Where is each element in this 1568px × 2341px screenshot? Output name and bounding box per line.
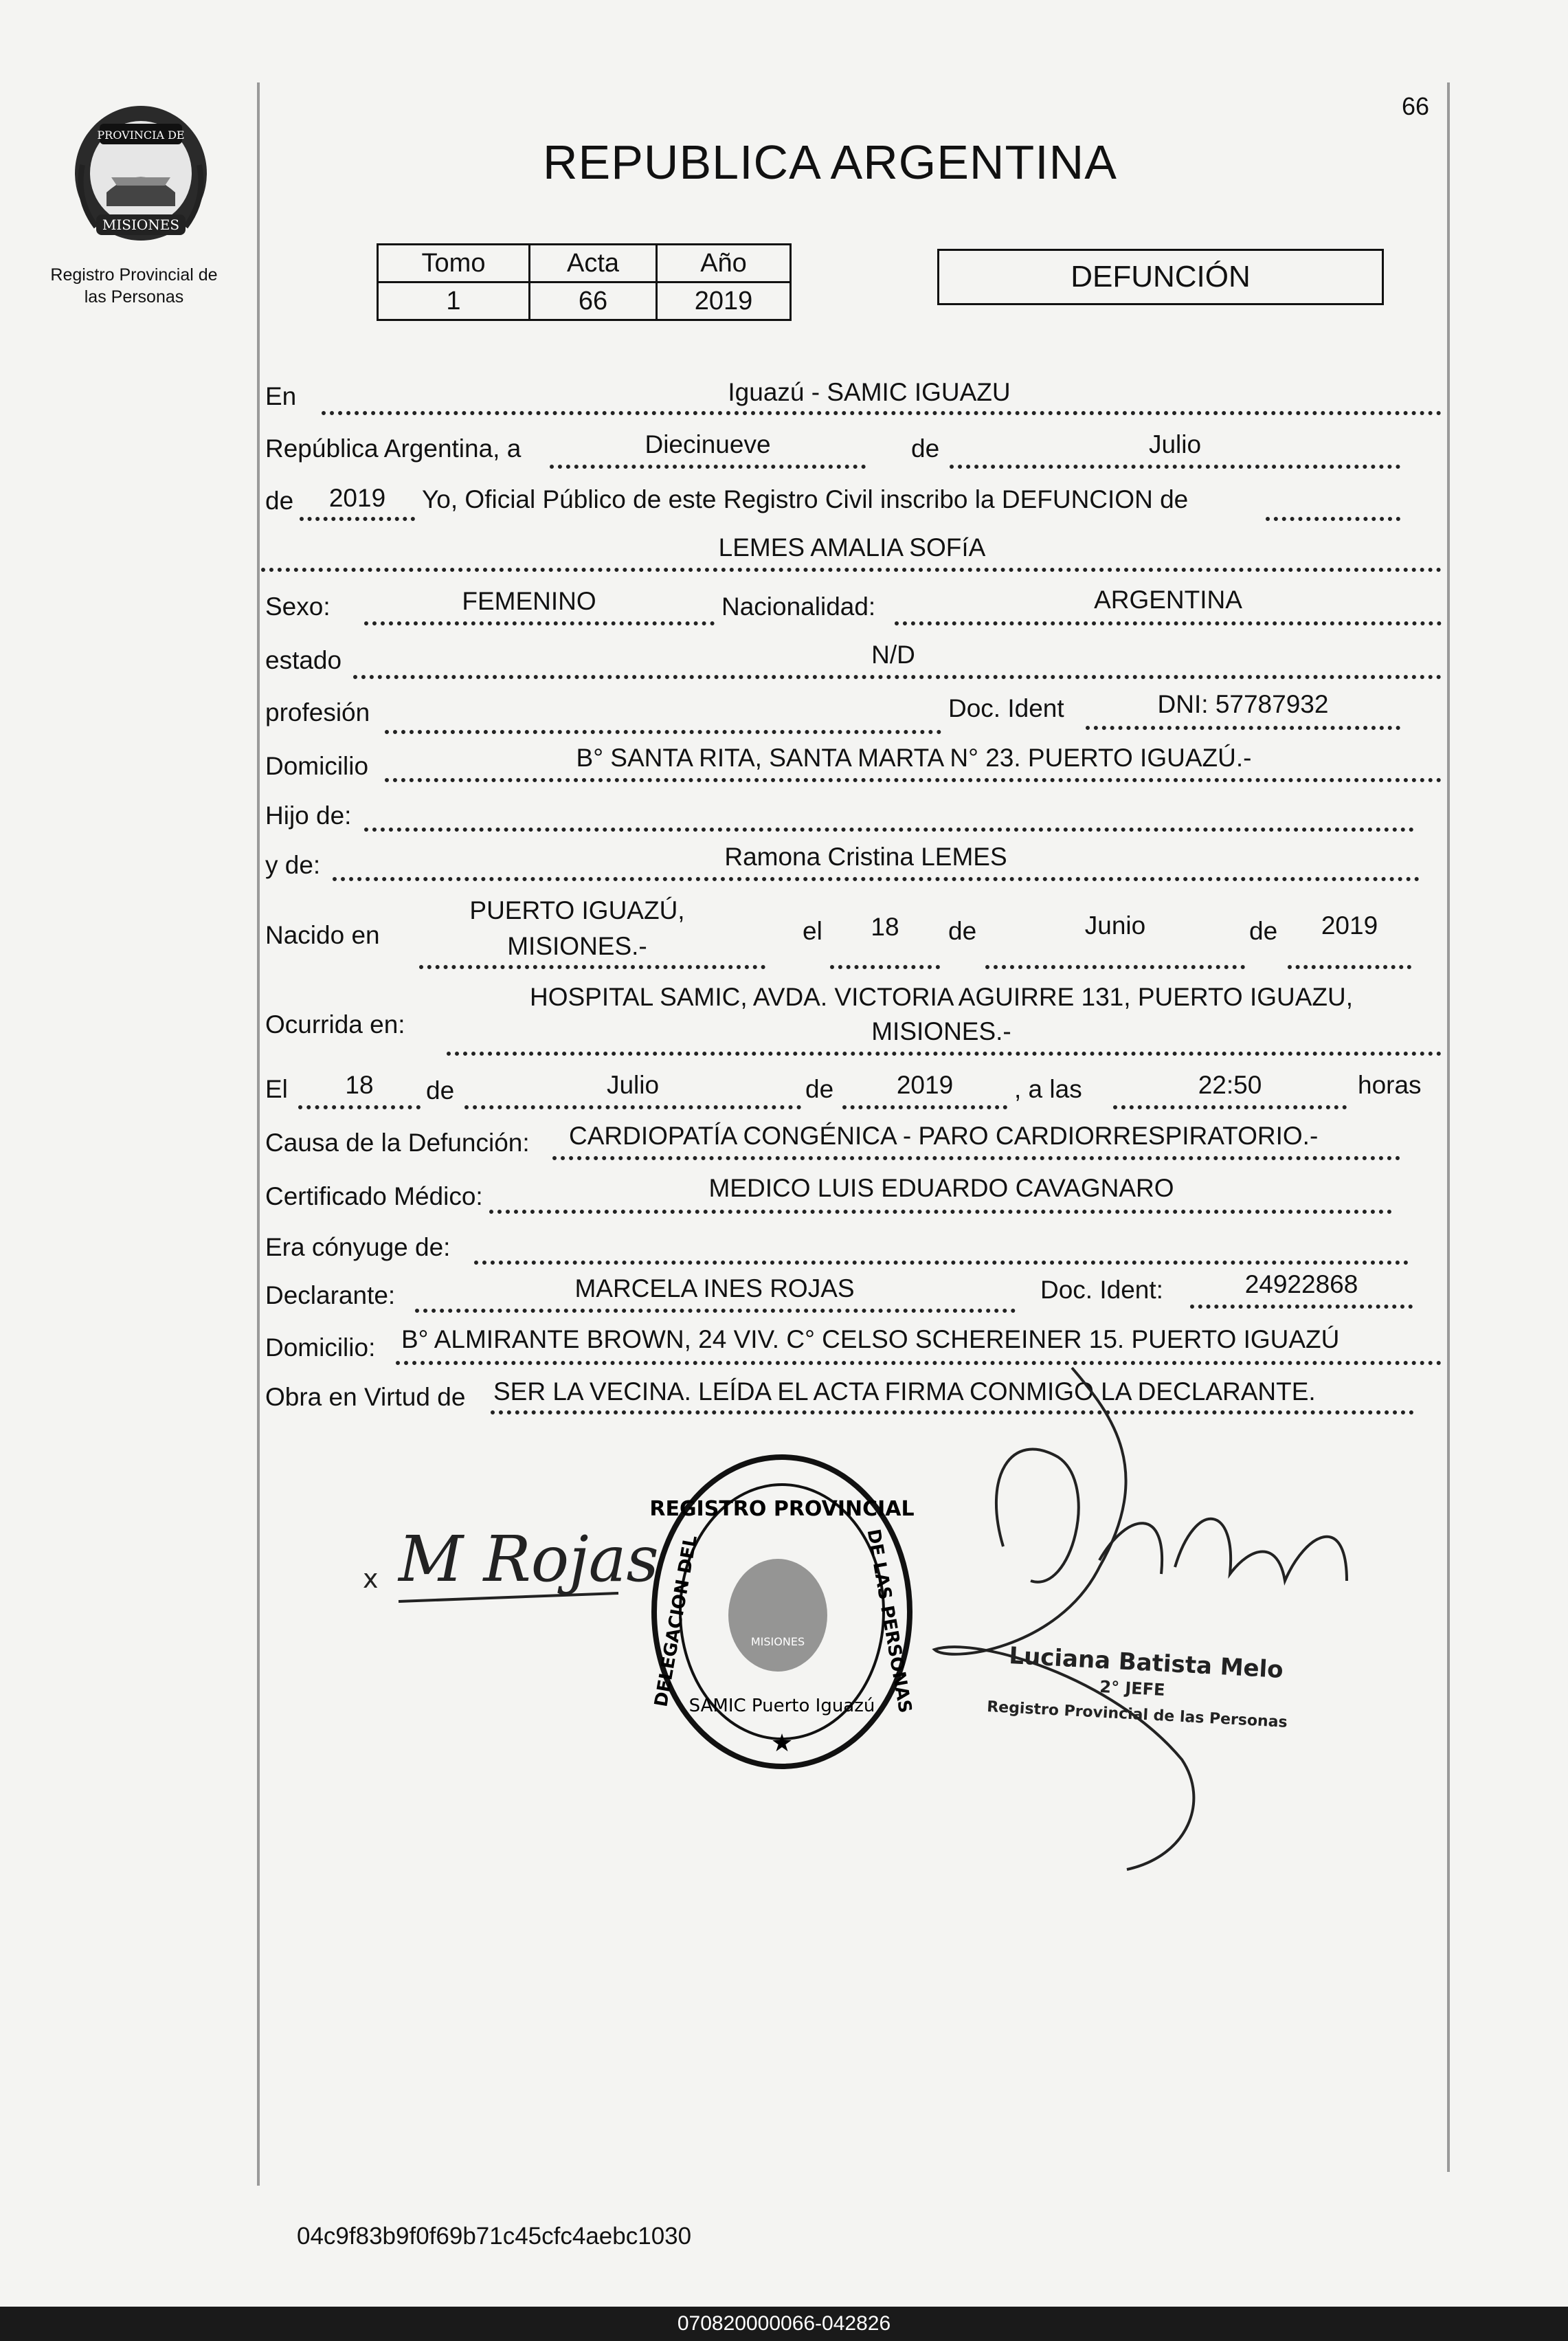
- de-label: de: [948, 917, 977, 945]
- nacido-label: Nacido en: [265, 921, 380, 949]
- madre-value: Ramona Cristina LEMES: [724, 843, 1007, 871]
- stamp-seal-text: MISIONES: [750, 1635, 805, 1648]
- alas-label: , a las: [1014, 1075, 1082, 1103]
- stamp-left-text: DELEGACION DEL: [651, 1533, 702, 1709]
- nacionalidad-label: Nacionalidad:: [721, 592, 876, 621]
- deceased-name-value: LEMES AMALIA SOFíA: [718, 533, 986, 562]
- de-label: de: [805, 1075, 834, 1103]
- hijo-label: Hijo de:: [265, 801, 352, 830]
- acta-value: 66: [530, 282, 657, 320]
- birth-place-line1: PUERTO IGUAZÚ,: [469, 896, 685, 924]
- sexo-label: Sexo:: [265, 592, 331, 621]
- estado-value: N/D: [871, 641, 915, 669]
- certificado-label: Certificado Médico:: [265, 1182, 483, 1210]
- declarante-label: Declarante:: [265, 1281, 396, 1309]
- death-place-line1: HOSPITAL SAMIC, AVDA. VICTORIA AGUIRRE 131, PUERTO IGUAZU,: [529, 983, 1354, 1011]
- certificado-value: MEDICO LUIS EDUARDO CAVAGNARO: [708, 1174, 1174, 1202]
- yde-label: y de:: [265, 851, 321, 879]
- el2-label: El: [265, 1075, 288, 1103]
- document-hash: 04c9f83b9f0f69b71c45cfc4aebc1030: [297, 2223, 692, 2250]
- birth-year-value: 2019: [1321, 911, 1378, 940]
- anio-value: 2019: [657, 282, 791, 320]
- declarant-signature: M Rojas: [399, 1522, 659, 1596]
- domicilio-label: Domicilio: [265, 752, 369, 780]
- birth-day-value: 18: [871, 913, 899, 941]
- causa-label: Causa de la Defunción:: [265, 1129, 530, 1157]
- death-year-value: 2019: [896, 1071, 954, 1099]
- death-day-value: 18: [345, 1071, 374, 1099]
- stamp-right-text: DE LAS PERSONAS: [862, 1527, 916, 1715]
- stamp-inner-text: SAMIC Puerto Iguazú: [688, 1696, 875, 1716]
- de-label: de: [1249, 917, 1278, 945]
- doc-ident-label: Doc. Ident: [948, 694, 1064, 722]
- document-type-box: DEFUNCIÓN: [937, 249, 1384, 305]
- crest-top-text: PROVINCIA DE: [97, 129, 185, 142]
- death-time-value: 22:50: [1198, 1071, 1262, 1099]
- declarant-x-mark: x: [363, 1564, 379, 1594]
- obra-label: Obra en Virtud de: [265, 1383, 466, 1411]
- stamp-star-icon: ★: [770, 1729, 794, 1757]
- page-number: 66: [1402, 92, 1430, 120]
- sexo-value: FEMENINO: [462, 587, 596, 615]
- domicilio2-label: Domicilio:: [265, 1333, 376, 1362]
- inscribe-text: Yo, Oficial Público de este Registro Civil inscribo la DEFUNCION de: [422, 485, 1189, 513]
- declarante-doc-value: 24922868: [1244, 1270, 1358, 1298]
- day-text-value: Diecinueve: [645, 430, 771, 458]
- crest-bottom-text: MISIONES: [102, 217, 180, 233]
- stamp-top-text: REGISTRO PROVINCIAL: [649, 1497, 915, 1521]
- domicilio2-value: B° ALMIRANTE BROWN, 24 VIV. C° CELSO SCHEREINER 15. PUERTO IGUAZÚ: [401, 1325, 1340, 1353]
- tomo-header: Tomo: [378, 245, 530, 282]
- birth-place-line2: MISIONES.-: [507, 932, 647, 960]
- registry-stamp: [649, 1457, 915, 1766]
- estado-label: estado: [265, 646, 342, 674]
- tomo-value: 1: [378, 282, 530, 320]
- official-org: Registro Provincial de las Personas: [986, 1698, 1288, 1731]
- de-label: de: [426, 1076, 455, 1105]
- place-value: Iguazú - SAMIC IGUAZU: [728, 378, 1011, 406]
- official-signature-stroke: [934, 1368, 1194, 1870]
- de-label: de: [265, 487, 294, 515]
- republica-label: República Argentina, a: [265, 434, 522, 463]
- conyuge-label: Era cónyuge de:: [265, 1233, 451, 1261]
- death-month-value: Julio: [606, 1071, 660, 1099]
- month-value: Julio: [1148, 430, 1202, 458]
- en-label: En: [265, 382, 297, 410]
- registry-caption-line1: Registro Provincial de: [50, 265, 218, 285]
- declarante-doc-label: Doc. Ident:: [1040, 1276, 1163, 1304]
- official-signature-loops: [996, 1450, 1347, 1582]
- death-place-line2: MISIONES.-: [871, 1017, 1011, 1045]
- ocurrida-label: Ocurrida en:: [265, 1010, 405, 1039]
- nacionalidad-value: ARGENTINA: [1094, 586, 1242, 614]
- obra-value: SER LA VECINA. LEÍDA EL ACTA FIRMA CONMIGO LA DECLARANTE.: [493, 1377, 1316, 1406]
- official-role: 2° JEFE: [1099, 1677, 1166, 1700]
- causa-value: CARDIOPATÍA CONGÉNICA - PARO CARDIORRESPIRATORIO.-: [569, 1122, 1319, 1150]
- footer-barcode-strip: [0, 2307, 1568, 2341]
- official-name: Luciana Batista Melo: [1008, 1642, 1284, 1684]
- acta-header: Acta: [530, 245, 657, 282]
- doc-ident-value: DNI: 57787932: [1157, 690, 1329, 718]
- page-title: REPUBLICA ARGENTINA: [543, 135, 1117, 189]
- profesion-label: profesión: [265, 698, 370, 726]
- domicilio-value: B° SANTA RITA, SANTA MARTA N° 23. PUERTO IGUAZÚ.-: [576, 744, 1252, 772]
- year-value: 2019: [328, 484, 386, 512]
- declarante-value: MARCELA INES ROJAS: [574, 1274, 855, 1302]
- birth-month-value: Junio: [1084, 911, 1146, 940]
- registry-caption-line2: las Personas: [84, 287, 184, 307]
- de-label: de: [911, 434, 940, 463]
- horas-label: horas: [1358, 1071, 1422, 1099]
- anio-header: Año: [657, 245, 791, 282]
- barcode-text: 070820000066-042826: [677, 2312, 891, 2335]
- el-label: el: [803, 917, 822, 945]
